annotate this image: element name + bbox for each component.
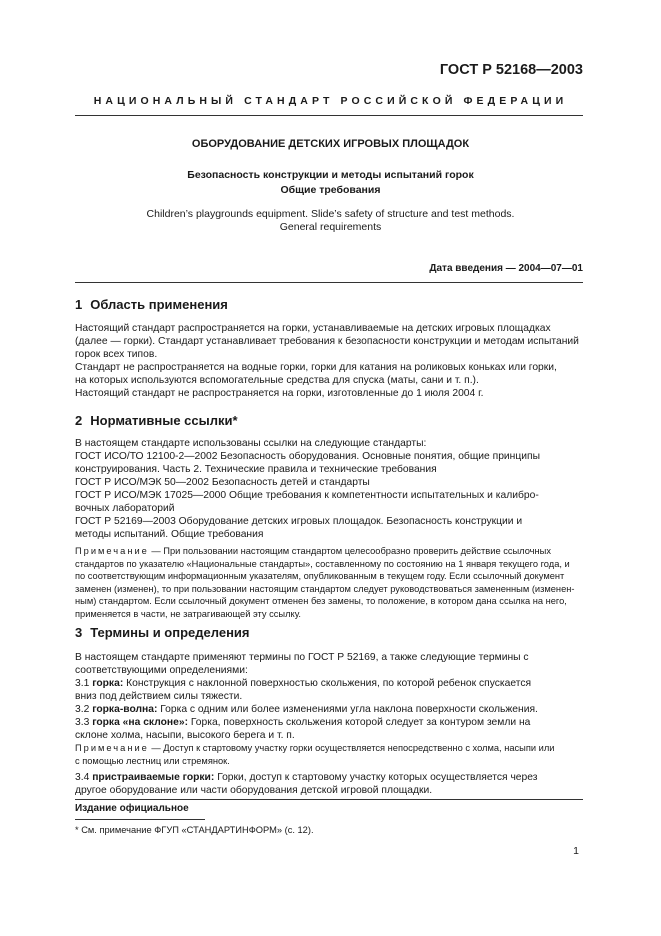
section-1-body <box>75 322 585 400</box>
term-name: пристраиваемые горки: <box>92 772 215 783</box>
note-line: ным) стандартом. Если ссылочный документ отменен без замены, то положение, в котором дана ссылка на него, <box>75 596 567 606</box>
section-2-body <box>75 437 585 541</box>
paragraph-line: Настоящий стандарт распространяется на горки, устанавливаемые на детских игровых площадках <box>75 323 551 334</box>
term-definition: Горка с одним или более изменениями угла наклона поверхности скольжения. <box>157 704 538 715</box>
note-label: Примечание <box>75 743 149 753</box>
note-line: заменен (изменен), то при пользовании настоящим стандартом следует руководствоваться замененным (изменен- <box>75 583 575 594</box>
note-label: Примечание <box>75 546 149 556</box>
section-3-heading <box>75 625 250 640</box>
term-name: горка: <box>92 678 124 689</box>
reference-line: ГОСТ Р ИСО/МЭК 17025—2000 Общие требования к компетентности испытательных и калибро- <box>75 490 539 501</box>
term-number: 3.2 <box>75 704 90 715</box>
reference-line: вочных лабораторий <box>75 503 175 514</box>
gost-number: ГОСТ Р 52168—2003 <box>439 62 583 78</box>
document-title: ОБОРУДОВАНИЕ ДЕТСКИХ ИГРОВЫХ ПЛОЩАДОК <box>191 138 470 150</box>
term-number: 3.4 <box>75 772 90 783</box>
section-title: Нормативные ссылки* <box>90 413 238 428</box>
reference-line: методы испытаний. Общие требования <box>75 529 264 540</box>
term-definition: Горка, поверхность скольжения которой следует за контуром земли на <box>188 717 531 728</box>
term-3-2 <box>75 703 585 716</box>
term-3-4 <box>75 771 585 784</box>
note-line: с помощью лестниц или стремянок. <box>75 755 230 766</box>
national-standard-banner: НАЦИОНАЛЬНЫЙ СТАНДАРТ РОССИЙСКОЙ ФЕДЕРАЦИИ <box>93 95 568 107</box>
reference-line: конструирования. Часть 2. Технические правила и технические требования <box>75 464 437 475</box>
reference-line: ГОСТ ИСО/ТО 12100-2—2002 Безопасность оборудования. Основные понятия, общие принципы <box>75 451 540 462</box>
subtitle-line-1: Безопасность конструкции и методы испытаний горок <box>187 169 474 181</box>
note-line: по соответствующим информационным указателям, опубликованным в текущем году. Если ссылочный документ <box>75 571 565 581</box>
term-3-3 <box>75 716 585 729</box>
reference-line: ГОСТ Р ИСО/МЭК 50—2002 Безопасность детей и стандарты <box>75 477 370 488</box>
section-title: Область применения <box>90 297 228 312</box>
english-title-line-1: Children’s playgrounds equipment. Slide’s safety of structure and test methods. <box>146 208 515 220</box>
paragraph-line: горок всех типов. <box>75 349 158 360</box>
term-number: 3.1 <box>75 678 90 689</box>
term-definition: Конструкция с наклонной поверхностью скольжения, по которой ребенок спускается <box>123 678 532 689</box>
term-definition-line: вниз под действием силы тяжести. <box>75 691 243 702</box>
footnote: * См. примечание ФГУП «СТАНДАРТИНФОРМ» (с. 12). <box>75 825 314 835</box>
note-line: применяется в части, не затрагивающей эту ссылку. <box>75 608 301 619</box>
term-number: 3.3 <box>75 717 90 728</box>
footnote-rule <box>75 819 205 820</box>
section-1-heading <box>75 297 228 312</box>
date-rule <box>75 282 583 283</box>
section-2-note <box>75 545 585 620</box>
section-3-body <box>75 651 585 742</box>
note-line: стандартов по указателю «Национальные стандарты», составленному по состоянию на 1 января текущего года, и <box>75 558 570 569</box>
page-number: 1 <box>573 845 579 857</box>
section-3-note <box>75 742 585 767</box>
edition-rule <box>75 799 583 800</box>
reference-line: ГОСТ Р 52169—2003 Оборудование детских игровых площадок. Безопасность конструкции и <box>75 516 523 527</box>
paragraph-line: Настоящий стандарт не распространяется на горки, изготовленные до 1 июля 2004 г. <box>75 388 484 399</box>
term-definition: Горки, доступ к стартовому участку которых осуществляется через <box>214 772 538 783</box>
paragraph-line: В настоящем стандарте использованы ссылки на следующие стандарты: <box>75 438 427 449</box>
paragraph-line: В настоящем стандарте применяют термины по ГОСТ Р 52169, а также следующие термины с <box>75 652 529 663</box>
english-title <box>60 208 601 234</box>
term-definition-line: склоне холма, насыпи, высокого берега и т. п. <box>75 730 295 741</box>
note-text: — При пользовании настоящим стандартом целесообразно проверить действие ссылочных <box>148 546 551 556</box>
section-number: 1 <box>75 297 83 312</box>
english-title-line-2: General requirements <box>279 221 382 233</box>
section-number: 3 <box>75 625 83 640</box>
term-name: горка-волна: <box>92 704 158 715</box>
note-text: — Доступ к стартовому участку горки осуществляется непосредственно с холма, насыпи или <box>148 743 555 753</box>
header-rule <box>75 115 583 116</box>
paragraph-line: Стандарт не распространяется на водные горки, горки для катания на роликовых коньках или горки, <box>75 362 557 373</box>
paragraph-line: соответствующими определениями: <box>75 665 248 676</box>
paragraph-line: на которых используются вспомогательные средства для спуска (маты, сани и т. п.). <box>75 375 479 386</box>
term-name: горка «на склоне»: <box>92 717 189 728</box>
document-subtitle <box>60 168 601 198</box>
term-3-1 <box>75 677 585 690</box>
section-title: Термины и определения <box>90 625 250 640</box>
official-edition-label: Издание официальное <box>75 803 189 814</box>
subtitle-line-2: Общие требования <box>280 184 381 196</box>
paragraph-line: (далее — горки). Стандарт устанавливает требования к безопасности конструкции и методам испытаний <box>75 336 579 347</box>
section-2-heading <box>75 413 238 428</box>
term-3-4-block <box>75 771 585 797</box>
section-number: 2 <box>75 413 83 428</box>
introduction-date: Дата введения — 2004—07—01 <box>429 263 583 274</box>
term-definition-line: другое оборудование или части оборудования детской игровой площадки. <box>75 785 433 796</box>
